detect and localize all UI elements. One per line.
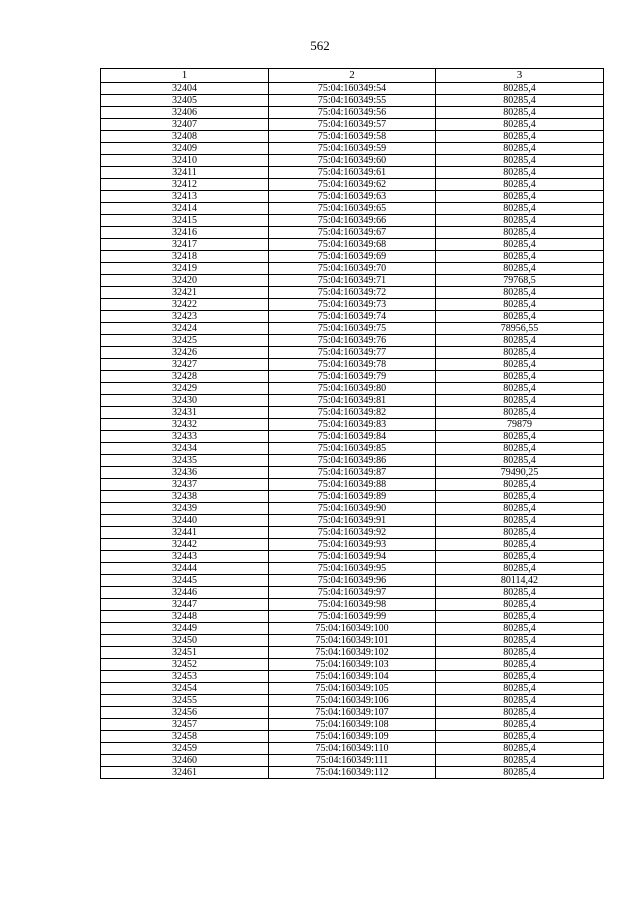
cadastral-number-cell: 75:04:160349:112: [269, 767, 436, 779]
table-row: [101, 623, 604, 635]
table-row: [101, 599, 604, 611]
cadastral-number-cell: 75:04:160349:81: [269, 395, 436, 407]
record-number-cell: 32419: [101, 263, 269, 275]
table-row: [101, 371, 604, 383]
record-number-cell: 32442: [101, 539, 269, 551]
table-row: [101, 479, 604, 491]
record-number-cell: 32417: [101, 239, 269, 251]
record-number-cell: 32441: [101, 527, 269, 539]
value-cell: 80285,4: [436, 407, 604, 419]
table-row: [101, 239, 604, 251]
record-number-cell: 32447: [101, 599, 269, 611]
record-number-cell: 32405: [101, 95, 269, 107]
table-row: [101, 587, 604, 599]
table-row: [101, 743, 604, 755]
value-cell: 80285,4: [436, 431, 604, 443]
record-number-cell: 32426: [101, 347, 269, 359]
cadastral-number-cell: 75:04:160349:57: [269, 119, 436, 131]
record-number-cell: 32438: [101, 491, 269, 503]
record-number-cell: 32444: [101, 563, 269, 575]
table-row: [101, 563, 604, 575]
cadastral-number-cell: 75:04:160349:105: [269, 683, 436, 695]
value-cell: 80285,4: [436, 383, 604, 395]
table-row: [101, 263, 604, 275]
table-row: [101, 575, 604, 587]
table-row: [101, 191, 604, 203]
value-cell: 79490,25: [436, 467, 604, 479]
cadastral-number-cell: 75:04:160349:90: [269, 503, 436, 515]
table-row: [101, 299, 604, 311]
cadastral-number-cell: 75:04:160349:110: [269, 743, 436, 755]
value-cell: 80285,4: [436, 563, 604, 575]
cadastral-number-cell: 75:04:160349:72: [269, 287, 436, 299]
cadastral-number-cell: 75:04:160349:93: [269, 539, 436, 551]
cadastral-number-cell: 75:04:160349:65: [269, 203, 436, 215]
table-row: [101, 647, 604, 659]
cadastral-number-cell: 75:04:160349:68: [269, 239, 436, 251]
table-row: [101, 419, 604, 431]
value-cell: 80285,4: [436, 587, 604, 599]
cadastral-number-cell: 75:04:160349:60: [269, 155, 436, 167]
table-body: [101, 83, 604, 779]
value-cell: 80285,4: [436, 395, 604, 407]
cadastral-number-cell: 75:04:160349:59: [269, 143, 436, 155]
cadastral-number-cell: 75:04:160349:96: [269, 575, 436, 587]
record-number-cell: 32434: [101, 443, 269, 455]
value-cell: 80285,4: [436, 299, 604, 311]
record-number-cell: 32425: [101, 335, 269, 347]
table-row: [101, 503, 604, 515]
table-row: [101, 347, 604, 359]
cadastral-number-cell: 75:04:160349:84: [269, 431, 436, 443]
cadastral-number-cell: 75:04:160349:91: [269, 515, 436, 527]
value-cell: 80285,4: [436, 551, 604, 563]
cadastral-number-cell: 75:04:160349:63: [269, 191, 436, 203]
record-number-cell: 32422: [101, 299, 269, 311]
record-number-cell: 32445: [101, 575, 269, 587]
table-row: [101, 491, 604, 503]
cadastral-number-cell: 75:04:160349:107: [269, 707, 436, 719]
table-row: [101, 167, 604, 179]
record-number-cell: 32446: [101, 587, 269, 599]
table-row: [101, 767, 604, 779]
record-number-cell: 32404: [101, 83, 269, 95]
cadastral-number-cell: 75:04:160349:106: [269, 695, 436, 707]
record-number-cell: 32439: [101, 503, 269, 515]
value-cell: 80285,4: [436, 239, 604, 251]
record-number-cell: 32408: [101, 131, 269, 143]
cadastral-number-cell: 75:04:160349:77: [269, 347, 436, 359]
record-number-cell: 32443: [101, 551, 269, 563]
table-row: [101, 251, 604, 263]
cadastral-number-cell: 75:04:160349:97: [269, 587, 436, 599]
table-row: [101, 335, 604, 347]
value-cell: 80285,4: [436, 263, 604, 275]
table-row: [101, 227, 604, 239]
value-cell: 80285,4: [436, 695, 604, 707]
record-number-cell: 32413: [101, 191, 269, 203]
record-number-cell: 32440: [101, 515, 269, 527]
record-number-cell: 32431: [101, 407, 269, 419]
cadastral-number-cell: 75:04:160349:94: [269, 551, 436, 563]
record-number-cell: 32416: [101, 227, 269, 239]
cadastral-number-cell: 75:04:160349:78: [269, 359, 436, 371]
record-number-cell: 32414: [101, 203, 269, 215]
value-cell: 80285,4: [436, 83, 604, 95]
value-cell: 80285,4: [436, 371, 604, 383]
table-row: [101, 755, 604, 767]
table-row: [101, 635, 604, 647]
cadastral-number-cell: 75:04:160349:86: [269, 455, 436, 467]
record-number-cell: 32458: [101, 731, 269, 743]
value-cell: 80114,42: [436, 575, 604, 587]
table-row: [101, 107, 604, 119]
record-number-cell: 32430: [101, 395, 269, 407]
value-cell: 80285,4: [436, 527, 604, 539]
value-cell: 80285,4: [436, 647, 604, 659]
cadastral-number-cell: 75:04:160349:89: [269, 491, 436, 503]
record-number-cell: 32421: [101, 287, 269, 299]
record-number-cell: 32455: [101, 695, 269, 707]
record-number-cell: 32450: [101, 635, 269, 647]
cadastral-number-cell: 75:04:160349:55: [269, 95, 436, 107]
record-number-cell: 32448: [101, 611, 269, 623]
value-cell: 80285,4: [436, 623, 604, 635]
record-number-cell: 32410: [101, 155, 269, 167]
value-cell: 80285,4: [436, 131, 604, 143]
value-cell: 80285,4: [436, 455, 604, 467]
cadastral-number-cell: 75:04:160349:92: [269, 527, 436, 539]
value-cell: 80285,4: [436, 515, 604, 527]
value-cell: 80285,4: [436, 671, 604, 683]
cadastral-number-cell: 75:04:160349:87: [269, 467, 436, 479]
value-cell: 80285,4: [436, 203, 604, 215]
record-number-cell: 32452: [101, 659, 269, 671]
cadastral-number-cell: 75:04:160349:70: [269, 263, 436, 275]
table-row: [101, 275, 604, 287]
record-number-cell: 32411: [101, 167, 269, 179]
table-row: [101, 383, 604, 395]
value-cell: 80285,4: [436, 95, 604, 107]
table-row: [101, 695, 604, 707]
table-row: [101, 659, 604, 671]
value-cell: 80285,4: [436, 347, 604, 359]
record-number-cell: 32428: [101, 371, 269, 383]
table-row: [101, 287, 604, 299]
value-cell: 80285,4: [436, 191, 604, 203]
table-row: [101, 203, 604, 215]
value-cell: 80285,4: [436, 215, 604, 227]
value-cell: 80285,4: [436, 611, 604, 623]
table-row: [101, 143, 604, 155]
value-cell: 80285,4: [436, 707, 604, 719]
table-row: [101, 707, 604, 719]
table-row: [101, 407, 604, 419]
record-number-cell: 32459: [101, 743, 269, 755]
cadastral-number-cell: 75:04:160349:71: [269, 275, 436, 287]
cadastral-number-cell: 75:04:160349:83: [269, 419, 436, 431]
record-number-cell: 32409: [101, 143, 269, 155]
value-cell: 80285,4: [436, 635, 604, 647]
value-cell: 80285,4: [436, 287, 604, 299]
value-cell: 80285,4: [436, 359, 604, 371]
table-row: [101, 323, 604, 335]
record-number-cell: 32449: [101, 623, 269, 635]
value-cell: 80285,4: [436, 731, 604, 743]
value-cell: 79768,5: [436, 275, 604, 287]
record-number-cell: 32451: [101, 647, 269, 659]
column-header-3: 3: [436, 69, 604, 83]
cadastral-number-cell: 75:04:160349:74: [269, 311, 436, 323]
value-cell: 78956,55: [436, 323, 604, 335]
record-number-cell: 32415: [101, 215, 269, 227]
table-row: [101, 83, 604, 95]
table-row: [101, 311, 604, 323]
cadastral-number-cell: 75:04:160349:85: [269, 443, 436, 455]
header-row: [101, 69, 604, 83]
value-cell: 80285,4: [436, 227, 604, 239]
cadastral-number-cell: 75:04:160349:111: [269, 755, 436, 767]
record-number-cell: 32437: [101, 479, 269, 491]
value-cell: 80285,4: [436, 743, 604, 755]
cadastral-number-cell: 75:04:160349:80: [269, 383, 436, 395]
record-number-cell: 32423: [101, 311, 269, 323]
cadastral-number-cell: 75:04:160349:67: [269, 227, 436, 239]
cadastral-number-cell: 75:04:160349:69: [269, 251, 436, 263]
record-number-cell: 32412: [101, 179, 269, 191]
cadastral-number-cell: 75:04:160349:58: [269, 131, 436, 143]
table-row: [101, 131, 604, 143]
table-row: [101, 731, 604, 743]
record-number-cell: 32457: [101, 719, 269, 731]
record-number-cell: 32436: [101, 467, 269, 479]
record-number-cell: 32453: [101, 671, 269, 683]
record-number-cell: 32424: [101, 323, 269, 335]
cadastral-number-cell: 75:04:160349:54: [269, 83, 436, 95]
value-cell: 80285,4: [436, 251, 604, 263]
record-number-cell: 32454: [101, 683, 269, 695]
value-cell: 80285,4: [436, 179, 604, 191]
registry-table: [100, 68, 604, 779]
cadastral-number-cell: 75:04:160349:82: [269, 407, 436, 419]
value-cell: 80285,4: [436, 155, 604, 167]
cadastral-number-cell: 75:04:160349:76: [269, 335, 436, 347]
cadastral-number-cell: 75:04:160349:109: [269, 731, 436, 743]
value-cell: 80285,4: [436, 503, 604, 515]
record-number-cell: 32456: [101, 707, 269, 719]
column-header-1: 1: [101, 69, 269, 83]
cadastral-number-cell: 75:04:160349:100: [269, 623, 436, 635]
cadastral-number-cell: 75:04:160349:79: [269, 371, 436, 383]
table-row: [101, 359, 604, 371]
cadastral-number-cell: 75:04:160349:108: [269, 719, 436, 731]
table-row: [101, 95, 604, 107]
table-row: [101, 155, 604, 167]
record-number-cell: 32420: [101, 275, 269, 287]
value-cell: 80285,4: [436, 143, 604, 155]
value-cell: 80285,4: [436, 539, 604, 551]
cadastral-number-cell: 75:04:160349:75: [269, 323, 436, 335]
table-row: [101, 683, 604, 695]
cadastral-number-cell: 75:04:160349:88: [269, 479, 436, 491]
record-number-cell: 32435: [101, 455, 269, 467]
record-number-cell: 32406: [101, 107, 269, 119]
table-row: [101, 467, 604, 479]
table-row: [101, 671, 604, 683]
record-number-cell: 32432: [101, 419, 269, 431]
value-cell: 80285,4: [436, 443, 604, 455]
record-number-cell: 32427: [101, 359, 269, 371]
value-cell: 80285,4: [436, 119, 604, 131]
table-row: [101, 539, 604, 551]
value-cell: 80285,4: [436, 311, 604, 323]
table-row: [101, 395, 604, 407]
record-number-cell: 32461: [101, 767, 269, 779]
table-row: [101, 611, 604, 623]
table-row: [101, 215, 604, 227]
cadastral-number-cell: 75:04:160349:95: [269, 563, 436, 575]
cadastral-number-cell: 75:04:160349:103: [269, 659, 436, 671]
value-cell: 80285,4: [436, 767, 604, 779]
cadastral-number-cell: 75:04:160349:62: [269, 179, 436, 191]
cadastral-number-cell: 75:04:160349:102: [269, 647, 436, 659]
record-number-cell: 32418: [101, 251, 269, 263]
cadastral-number-cell: 75:04:160349:104: [269, 671, 436, 683]
table-row: [101, 119, 604, 131]
table-row: [101, 179, 604, 191]
value-cell: 80285,4: [436, 599, 604, 611]
record-number-cell: 32429: [101, 383, 269, 395]
value-cell: 80285,4: [436, 683, 604, 695]
value-cell: 80285,4: [436, 335, 604, 347]
record-number-cell: 32460: [101, 755, 269, 767]
table-row: [101, 515, 604, 527]
cadastral-number-cell: 75:04:160349:61: [269, 167, 436, 179]
record-number-cell: 32433: [101, 431, 269, 443]
cadastral-number-cell: 75:04:160349:98: [269, 599, 436, 611]
table-row: [101, 551, 604, 563]
cadastral-number-cell: 75:04:160349:101: [269, 635, 436, 647]
cadastral-number-cell: 75:04:160349:56: [269, 107, 436, 119]
cadastral-number-cell: 75:04:160349:66: [269, 215, 436, 227]
value-cell: 80285,4: [436, 659, 604, 671]
table-row: [101, 719, 604, 731]
value-cell: 80285,4: [436, 479, 604, 491]
cadastral-number-cell: 75:04:160349:73: [269, 299, 436, 311]
value-cell: 80285,4: [436, 167, 604, 179]
table-row: [101, 455, 604, 467]
table-header: [101, 69, 604, 83]
table-row: [101, 443, 604, 455]
record-number-cell: 32407: [101, 119, 269, 131]
value-cell: 80285,4: [436, 755, 604, 767]
column-header-2: 2: [269, 69, 436, 83]
cadastral-number-cell: 75:04:160349:99: [269, 611, 436, 623]
value-cell: 79879: [436, 419, 604, 431]
value-cell: 80285,4: [436, 719, 604, 731]
value-cell: 80285,4: [436, 107, 604, 119]
page-number: 562: [310, 38, 330, 53]
value-cell: 80285,4: [436, 491, 604, 503]
table-row: [101, 527, 604, 539]
table-row: [101, 431, 604, 443]
